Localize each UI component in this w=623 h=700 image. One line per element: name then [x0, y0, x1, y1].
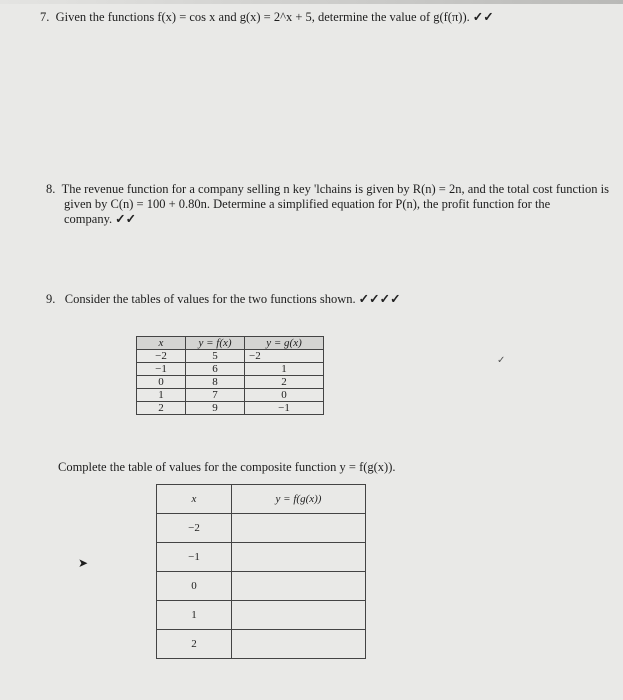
table-row: [137, 402, 324, 415]
cell: 2: [137, 402, 186, 415]
cell: −1: [137, 363, 186, 376]
cell: 6: [186, 363, 245, 376]
function-values-table: [136, 336, 324, 415]
cell: 1: [137, 389, 186, 402]
cell: 8: [186, 376, 245, 389]
table-row: [137, 363, 324, 376]
answer-cell[interactable]: [232, 630, 366, 659]
q7-checkmarks: ✓✓: [472, 10, 494, 24]
composite-table: [156, 484, 366, 659]
q7-number: 7.: [40, 10, 50, 24]
table-row: [137, 350, 324, 363]
pen-mark: ✓: [497, 355, 506, 366]
cell: 1: [245, 363, 324, 376]
cell: −2: [137, 350, 186, 363]
question-7: [40, 10, 494, 25]
header-x: x: [157, 485, 232, 514]
table-row: [157, 514, 366, 543]
q8-number: 8.: [46, 182, 56, 196]
q8-line2: given by C(n) = 100 + 0.80n. Determine a simplified equation for P(n), the profit function for the company.: [64, 197, 551, 226]
answer-cell[interactable]: [232, 514, 366, 543]
cell: −1: [157, 543, 232, 572]
cell: 2: [157, 630, 232, 659]
answer-cell[interactable]: [232, 601, 366, 630]
answer-cell[interactable]: [232, 543, 366, 572]
header-fx: y = f(x): [186, 337, 245, 350]
cell: 9: [186, 402, 245, 415]
cell: 1: [157, 601, 232, 630]
cell: −1: [245, 402, 324, 415]
question-9: [46, 292, 401, 307]
table-row: [137, 376, 324, 389]
cell: −2: [245, 350, 324, 363]
cell: 5: [186, 350, 245, 363]
q8-checkmarks: ✓✓: [115, 212, 137, 226]
page-edge: [0, 0, 623, 4]
answer-cell[interactable]: [232, 572, 366, 601]
mouse-cursor-icon: ➤: [78, 556, 89, 570]
table-row: [157, 601, 366, 630]
cell: −2: [157, 514, 232, 543]
q9-instruction: Complete the table of values for the composite function y = f(g(x)).: [58, 460, 396, 474]
q9-number: 9.: [46, 292, 56, 306]
cell: 0: [157, 572, 232, 601]
table-row: [157, 543, 366, 572]
q9-checkmarks: ✓✓✓✓: [358, 292, 401, 306]
header-gx: y = g(x): [245, 337, 324, 350]
cell: 0: [245, 389, 324, 402]
table-row: [137, 389, 324, 402]
q7-text: Given the functions f(x) = cos x and g(x) = 2^x + 5, determine the value of g(f(π)).: [55, 10, 470, 24]
cell: 2: [245, 376, 324, 389]
cell: 7: [186, 389, 245, 402]
table-row: [157, 572, 366, 601]
table-row: [157, 630, 366, 659]
header-x: x: [137, 337, 186, 350]
question-8: [46, 182, 623, 227]
q8-line1: The revenue function for a company selling n key 'lchains is given by R(n) = 2n, and the total cost function is: [61, 182, 609, 196]
header-fgx: y = f(g(x)): [232, 485, 366, 514]
q9-text: Consider the tables of values for the two functions shown.: [64, 292, 356, 306]
cell: 0: [137, 376, 186, 389]
